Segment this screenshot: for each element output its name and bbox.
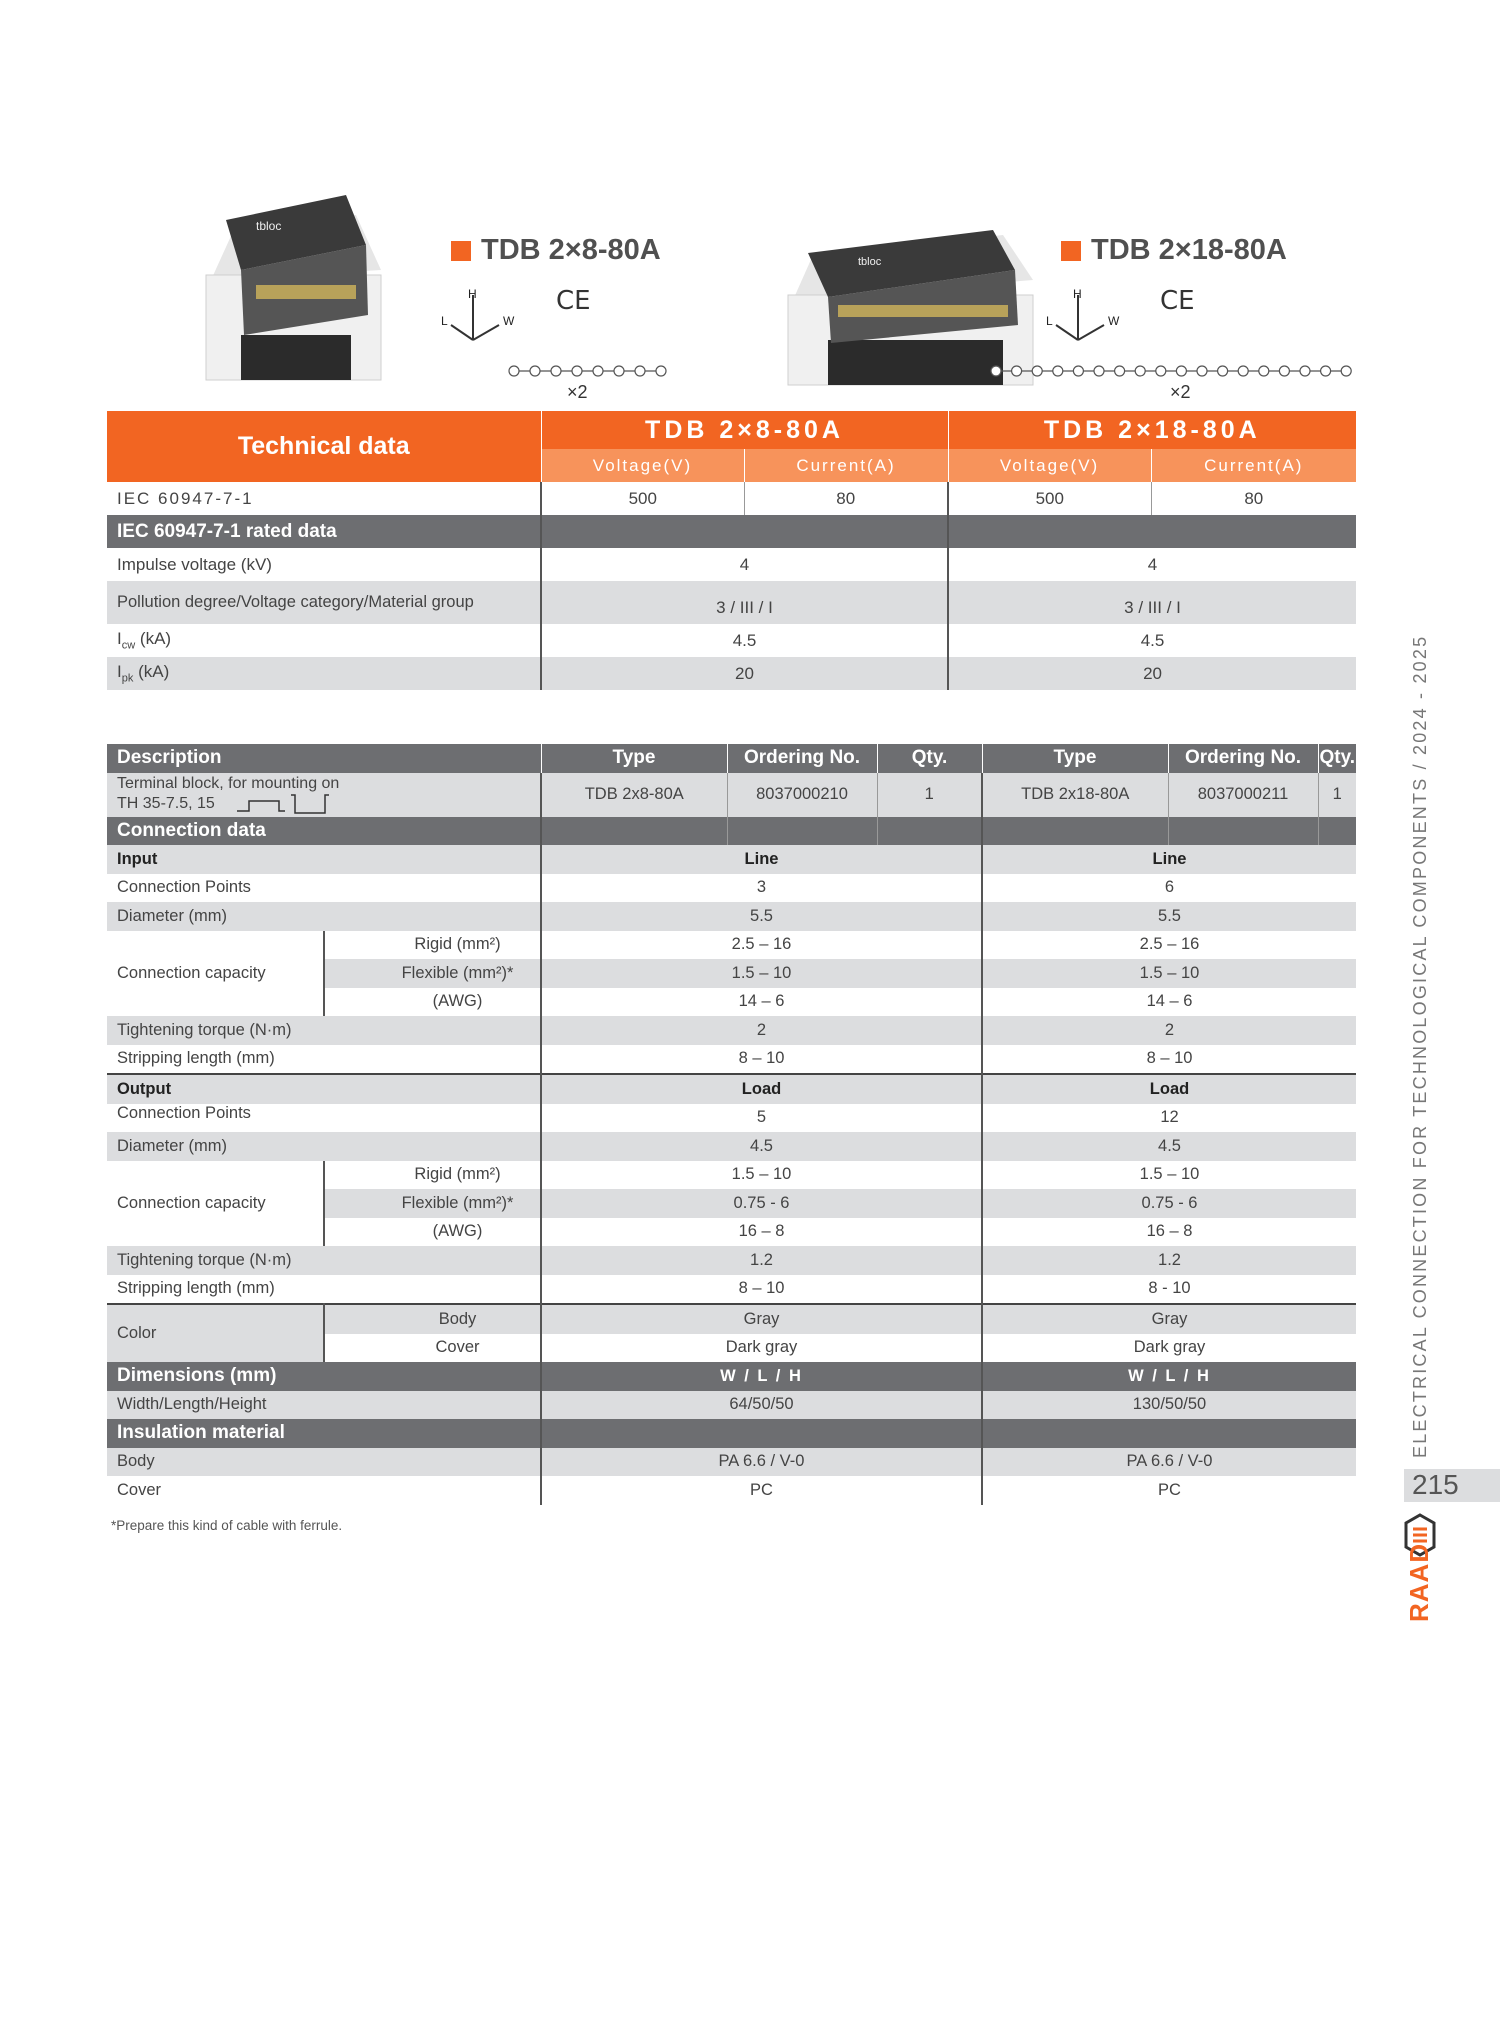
svg-text:L: L	[441, 314, 448, 328]
type-header: Type	[982, 744, 1168, 773]
spec-row: Connection capacity Rigid (mm²) 1.5 – 10 1.5 – 10	[107, 1161, 1356, 1190]
spec-row: Cover PC PC	[107, 1476, 1356, 1505]
spec-header-row	[107, 744, 1356, 773]
connection-data-header-row	[107, 817, 1356, 846]
iec-current-b: 80	[1151, 482, 1356, 515]
iec-voltage-b: 500	[948, 482, 1151, 515]
dimensions-header-row: Dimensions (mm) W / L / H W / L / H	[107, 1362, 1356, 1391]
chain-link	[1259, 366, 1269, 376]
chain-link	[1321, 366, 1331, 376]
chain-link	[1094, 366, 1104, 376]
multiplier-label: ×2	[567, 382, 588, 402]
spec-row: Connection Points 3 6	[107, 874, 1356, 903]
spec-row: Stripping length (mm) 8 – 10 8 – 10	[107, 1045, 1356, 1075]
rated-data-title: IEC 60947-7-1 rated data	[117, 520, 337, 542]
tech-row: Pollution degree/Voltage category/Material group 3 / III / I 3 / III / I	[107, 581, 1356, 624]
orange-square-icon	[451, 241, 471, 261]
product-title-1: TDB 2×8-80A	[451, 234, 661, 267]
axes-icon	[441, 280, 521, 350]
output-row: Output Load Load	[107, 1074, 1356, 1104]
spec-row: Connection capacity Rigid (mm²) 2.5 – 16 2.5 – 16	[107, 931, 1356, 960]
type-header: Type	[541, 744, 727, 773]
specification-table	[107, 744, 1356, 1505]
color-cover-row: Cover Dark gray Dark gray	[107, 1334, 1356, 1363]
description-header: Description	[117, 747, 222, 769]
chain-link	[1341, 366, 1351, 376]
tech-row: $I_{cw}$ (kA) 4.5 4.5	[107, 624, 1356, 657]
tech-header-row	[107, 411, 1356, 449]
spec-row: (AWG) 14 – 6 14 – 6	[107, 988, 1356, 1017]
spec-row: Stripping length (mm) 8 – 10 8 - 10	[107, 1275, 1356, 1305]
chain-link	[1197, 366, 1207, 376]
connection-points-chain-icon	[508, 363, 670, 379]
connection-data-title: Connection data	[117, 819, 266, 841]
connection-points-chain-icon	[990, 363, 1353, 379]
multiplier-label: ×2	[1170, 382, 1191, 402]
input-row: Input Line Line	[107, 845, 1356, 874]
chain-link	[1115, 366, 1125, 376]
color-body-row: Color Body Gray Gray	[107, 1304, 1356, 1334]
spec-row: Body PA 6.6 / V-0 PA 6.6 / V-0	[107, 1448, 1356, 1477]
technical-data-table	[107, 411, 1356, 690]
voltage-header: Voltage(V)	[541, 449, 744, 482]
chain-link	[1238, 366, 1248, 376]
ce-mark: CE	[556, 286, 591, 316]
insulation-header-row: Insulation material	[107, 1419, 1356, 1448]
chain-link	[1135, 366, 1145, 376]
chain-link	[1053, 366, 1063, 376]
svg-text:H: H	[1073, 287, 1082, 301]
page-number: 215	[1412, 1469, 1459, 1500]
ipk-label: $I_{pk}$ (kA)	[117, 662, 170, 685]
svg-text:W: W	[1108, 314, 1120, 328]
chain-link	[991, 366, 1001, 376]
brand-name: RAAD	[1404, 1542, 1434, 1622]
chain-link	[1176, 366, 1186, 376]
tech-col-a-title: TDB 2×8-80A	[541, 411, 948, 449]
tech-col-b-title: TDB 2×18-80A	[948, 411, 1356, 449]
spec-row: Width/Length/Height 64/50/50 130/50/50	[107, 1391, 1356, 1420]
description-row: Terminal block, for mounting on TH 35-7.5, 15 TDB 2x8-80A 8037000210 1 TDB 2x18-80A 8037000211 1	[107, 773, 1356, 817]
product-title-2: TDB 2×18-80A	[1061, 234, 1287, 267]
ordering-header: Ordering No.	[1168, 744, 1318, 773]
svg-text:W: W	[503, 314, 515, 328]
voltage-header: Voltage(V)	[948, 449, 1151, 482]
spec-row: Flexible (mm²)* 0.75 - 6 0.75 - 6	[107, 1189, 1356, 1218]
spec-row: Diameter (mm) 5.5 5.5	[107, 902, 1356, 931]
orange-square-icon	[1061, 241, 1081, 261]
iec-row	[107, 482, 1356, 515]
current-header: Current(A)	[1151, 449, 1356, 482]
spec-row: (AWG) 16 – 8 16 – 8	[107, 1218, 1356, 1247]
chain-link	[1279, 366, 1289, 376]
axes-icon	[1046, 280, 1126, 350]
chain-link	[1012, 366, 1022, 376]
description-cell: Terminal block, for mounting on TH 35-7.5, 15	[107, 773, 541, 817]
chain-link	[1218, 366, 1228, 376]
chain-link	[1073, 366, 1083, 376]
footnote: *Prepare this kind of cable with ferrule.	[111, 1518, 343, 1533]
spec-row: Connection Points 5 12	[107, 1104, 1356, 1133]
current-header: Current(A)	[744, 449, 948, 482]
chain-link	[1156, 366, 1166, 376]
spec-row: Tightening torque (N·m) 2 2	[107, 1016, 1356, 1045]
spec-row: Diameter (mm) 4.5 4.5	[107, 1132, 1356, 1161]
qty-header: Qty.	[1318, 744, 1356, 773]
qty-header: Qty.	[877, 744, 982, 773]
product-image-tdb-2x8	[196, 185, 406, 395]
din-rail-icon	[235, 793, 335, 815]
vertical-section-title: ELECTRICAL CONNECTION FOR TECHNOLOGICAL COMPONENTS / 2024 - 2025	[1410, 634, 1430, 1458]
technical-data-title: Technical data	[107, 411, 541, 482]
chain-link	[1300, 366, 1310, 376]
iec-voltage-a: 500	[541, 482, 744, 515]
svg-text:L: L	[1046, 314, 1053, 328]
tech-row: $I_{pk}$ (kA) 20 20	[107, 657, 1356, 690]
svg-text:H: H	[468, 287, 477, 301]
product-logo-text: tbloc	[858, 256, 882, 268]
spec-row: Flexible (mm²)* 1.5 – 10 1.5 – 10	[107, 959, 1356, 988]
product-logo-text: tbloc	[256, 219, 282, 233]
iec-label: IEC 60947-7-1	[117, 488, 254, 508]
spec-row: Tightening torque (N·m) 1.2 1.2	[107, 1246, 1356, 1275]
tech-row: Impulse voltage (kV) 4 4	[107, 548, 1356, 581]
icw-label: $I_{cw}$ (kA)	[117, 629, 172, 652]
iec-current-a: 80	[744, 482, 948, 515]
page-number-box	[1404, 1469, 1500, 1502]
chain-link	[1032, 366, 1042, 376]
rated-data-header-row	[107, 515, 1356, 548]
ordering-header: Ordering No.	[727, 744, 877, 773]
ce-mark: CE	[1160, 286, 1195, 316]
